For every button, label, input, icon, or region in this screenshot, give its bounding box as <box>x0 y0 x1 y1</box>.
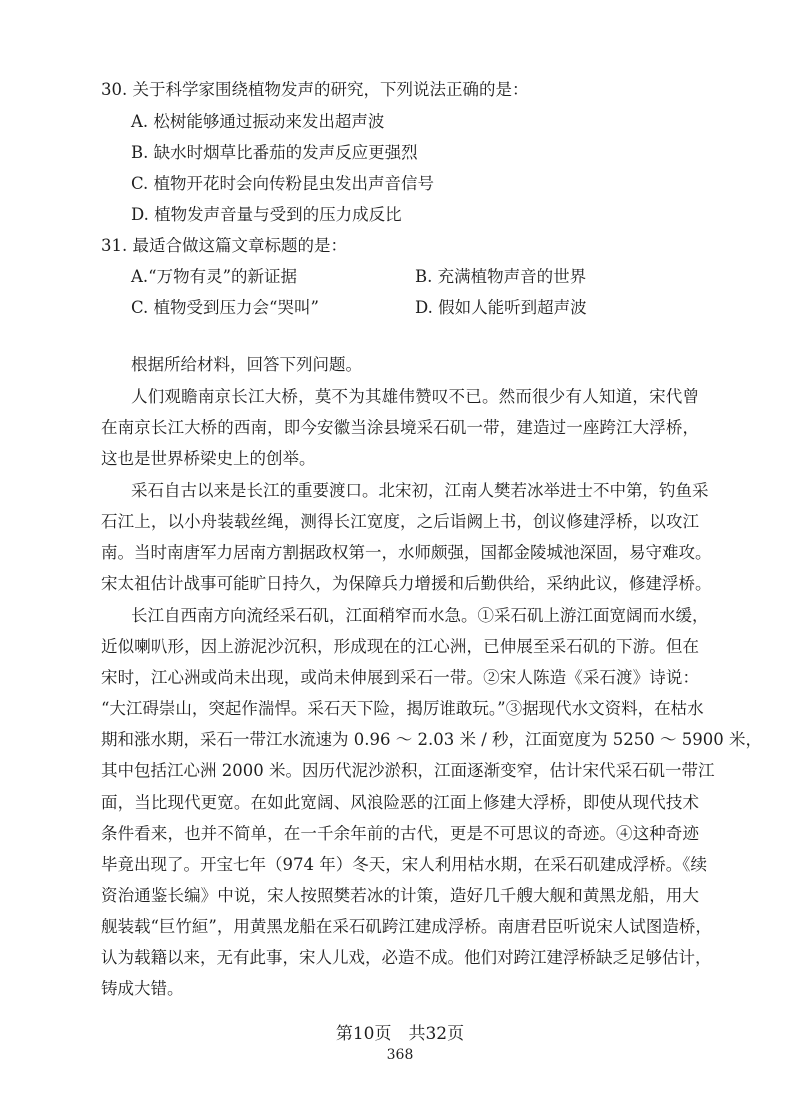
passage-line: 这也是世界桥梁史上的创举。 <box>101 449 316 468</box>
passage-line: 其中包括江心洲 2000 米。因历代泥沙淤积，江面逐渐变窄，估计宋代采石矶一带江 <box>101 761 715 780</box>
question-30-option-c: C. 植物开花时会向传粉昆虫发出声音信号 <box>131 174 435 193</box>
passage-line: 资治通鉴长编》中说，宋人按照樊若冰的计策，造好几千艘大舰和黄黑龙船，用大 <box>101 886 699 905</box>
passage-line: “大江碍崇山，突起作湍悍。采石天下险，揭厉谁敢玩。”③据现代水文资料，在枯水 <box>101 699 704 718</box>
question-31-option-c: C. 植物受到压力会“哭叫” <box>131 298 319 317</box>
passage-line: 南。当时南唐军力居南方割据政权第一，水师颇强，国都金陵城池深固，易守难攻。 <box>101 543 712 562</box>
question-31-option-b: B. 充满植物声音的世界 <box>415 267 587 286</box>
passage-line: 采石自古以来是长江的重要渡口。北宋初，江南人樊若冰举进士不中第，钓鱼采 <box>131 481 709 500</box>
question-31-option-a: A.“万物有灵”的新证据 <box>131 267 298 286</box>
passage-line: 面，当比现代更宽。在如此宽阔、风浪险恶的江面上修建大浮桥，即使从现代技术 <box>101 793 699 812</box>
question-31-option-d: D. 假如人能听到超声波 <box>415 298 587 317</box>
question-30-option-d: D. 植物发声音量与受到的压力成反比 <box>131 205 402 224</box>
passage-line: 近似喇叭形，因上游泥沙沉积，形成现在的江心洲，已伸展至采石矶的下游。但在 <box>101 637 699 656</box>
page-label: 第10页 共32页 <box>335 1024 465 1044</box>
passage-line: 毕竟出现了。开宝七年（974 年）冬天，宋人利用枯水期，在采石矶建成浮桥。《续 <box>101 855 707 874</box>
page-number: 368 <box>386 1047 414 1063</box>
question-30-stem: 30. 关于科学家围绕植物发声的研究，下列说法正确的是： <box>101 80 529 99</box>
instruction: 根据所给材料，回答下列问题。 <box>131 355 362 374</box>
question-30-option-a: A. 松树能够通过振动来发出超声波 <box>131 112 385 131</box>
passage-line: 舰装载“巨竹絙”，用黄黑龙船在采石矶跨江建成浮桥。南唐君臣听说宋人试图造桥， <box>101 917 712 936</box>
passage-line: 条件看来，也并不简单，在一千余年前的古代，更是不可思议的奇迹。④这种奇迹 <box>101 824 699 843</box>
passage-line: 宋时，江心洲或尚未出现，或尚未伸展到采石一带。②宋人陈造《采石渡》诗说： <box>101 668 699 687</box>
passage-line: 人们观瞻南京长江大桥，莫不为其雄伟赞叹不已。然而很少有人知道，宋代曾 <box>131 387 699 406</box>
question-31-stem: 31. 最适合做这篇文章标题的是： <box>101 236 347 255</box>
question-30-option-b: B. 缺水时烟草比番茄的发声反应更强烈 <box>131 143 418 162</box>
passage-line: 期和涨水期，采石一带江水流速为 0.96 ～ 2.03 米 / 秒，江面宽度为 5250 ～ 5900 米， <box>101 730 762 749</box>
passage-line: 铸成大错。 <box>101 979 184 998</box>
passage-line: 石江上，以小舟装载丝绳，测得长江宽度，之后诣阙上书，创议修建浮桥，以攻江 <box>101 512 699 531</box>
passage-line: 宋太祖估计战事可能旷日持久，为保障兵力增援和后勤供给，采纳此议，修建浮桥。 <box>101 574 712 593</box>
passage-line: 在南京长江大桥的西南，即今安徽当涂县境采石矶一带，建造过一座跨江大浮桥， <box>101 418 699 437</box>
passage-line: 认为载籍以来，无有此事，宋人儿戏，必造不成。他们对跨江建浮桥缺乏足够估计， <box>101 948 712 967</box>
passage-line: 长江自西南方向流经采石矶，江面稍窄而水急。①采石矶上游江面宽阔而水缓， <box>131 606 709 625</box>
